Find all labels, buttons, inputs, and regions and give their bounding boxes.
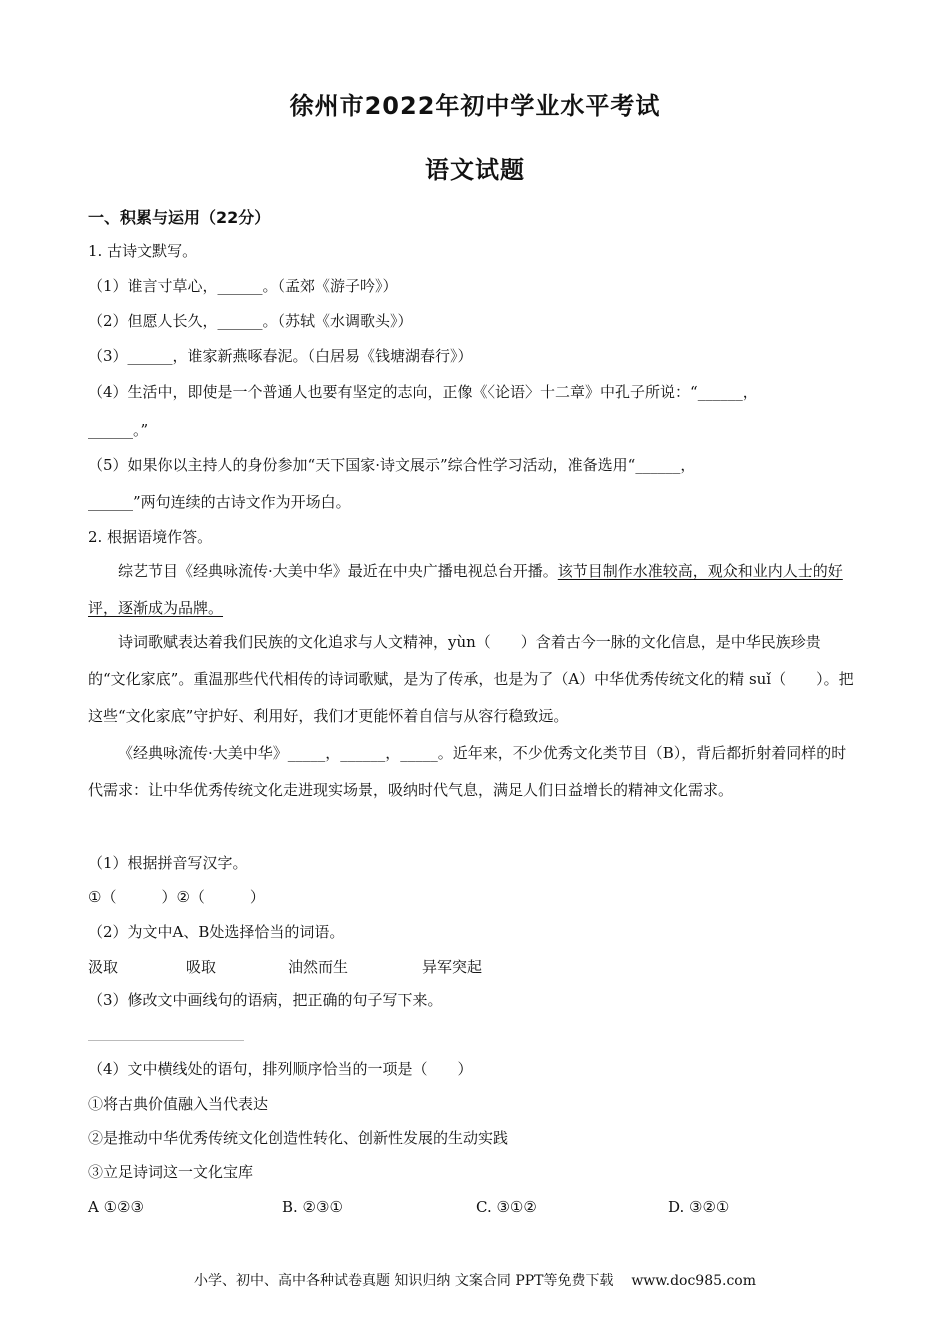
- page-footer: [0, 1270, 950, 1290]
- question-1-item-5: （5）如果你以主持人的身份参加“天下国家·诗文展示”综合性学习活动，准备选用“______，: [88, 456, 696, 474]
- option-a: A ①②③: [88, 1198, 144, 1216]
- sub-question-4: （4）文中横线处的语句，排列顺序恰当的一项是（ ）: [88, 1060, 473, 1078]
- option-d: D. ③②①: [668, 1198, 730, 1216]
- pinyin-blanks: ①（ ）②（ ）: [88, 888, 265, 906]
- option-b: B. ②③①: [282, 1198, 343, 1216]
- question-1-item-4-cont: ______。”: [88, 421, 149, 439]
- question-1-item-3: （3）______，谁家新燕啄春泥。（白居易《钱塘湖春行》）: [88, 347, 473, 365]
- sentence-2: ②是推动中华优秀传统文化创造性转化、创新性发展的生动实践: [88, 1129, 509, 1147]
- exam-title: 徐州市2022年初中学业水平考试: [289, 92, 661, 120]
- question-1-item-2: （2）但愿人长久，______。（苏轼《水调歌头》）: [88, 312, 413, 330]
- passage-paragraph-2: 诗词歌赋表达着我们民族的文化追求与人文精神，yùn（ ）含着古今一脉的文化信息，是中华民族珍贵的“文化家底”。重温那些代代相传的诗词歌赋，是为了传承，也是为了（A）中华优秀传统文化的精 suǐ（ ）。把这些“文化家底”守护好、利用好，我们才更能怀着自信与从容行稳致远。: [88, 633, 854, 725]
- question-1-item-1: （1）谁言寸草心，______。（孟郊《游子吟》）: [88, 277, 398, 295]
- exam-subtitle: 语文试题: [425, 156, 525, 184]
- sub-question-1: （1）根据拼音写汉字。: [88, 854, 248, 872]
- section-heading: 一、积累与运用（22分）: [88, 208, 271, 227]
- sub-question-3: （3）修改文中画线句的语病，把正确的句子写下来。: [88, 991, 443, 1009]
- word-choice-4: 异军突起: [422, 958, 483, 976]
- sentence-1: ①将古典价值融入当代表达: [88, 1095, 269, 1113]
- sentence-3: ③立足诗词这一文化宝库: [88, 1163, 254, 1181]
- passage-plain-text: 综艺节目《经典咏流传·大美中华》最近在中央广播电视总台开播。: [118, 562, 558, 580]
- footer-text: 小学、初中、高中各种试卷真题 知识归纳 文案合同 PPT等免费下载: [193, 1273, 614, 1289]
- question-1-item-5-cont: ______”两句连续的古诗文作为开场白。: [88, 493, 351, 511]
- option-c: C. ③①②: [476, 1198, 537, 1216]
- question-2-stem: 2. 根据语境作答。: [88, 528, 213, 546]
- question-1-stem: 1. 古诗文默写。: [88, 242, 198, 260]
- footer-link[interactable]: www.doc985.com: [631, 1273, 757, 1289]
- passage-paragraph-3: 《经典咏流传·大美中华》_____，______，_____。近年来，不少优秀文化类节目（B），背后都折射着同样的时代需求：让中华优秀传统文化走进现实场景，吸纳时代气息，满足人们日益增长的精神文化需求。: [88, 744, 847, 799]
- word-choice-3: 油然而生: [288, 958, 349, 976]
- sub-question-2: （2）为文中A、B处选择恰当的词语。: [88, 923, 345, 941]
- word-choice-2: 吸取: [186, 958, 217, 976]
- question-1-item-4: （4）生活中，即使是一个普通人也要有坚定的志向，正像《〈论语〉十二章》中孔子所说：“______，: [88, 383, 758, 401]
- answer-line: [88, 1040, 244, 1041]
- underlined-sentence: 该节目制作水准较高，观众和业内人士的好评，逐渐成为品牌。: [88, 562, 843, 617]
- passage-paragraph-1: [88, 553, 858, 627]
- word-choice-1: 汲取: [88, 958, 119, 976]
